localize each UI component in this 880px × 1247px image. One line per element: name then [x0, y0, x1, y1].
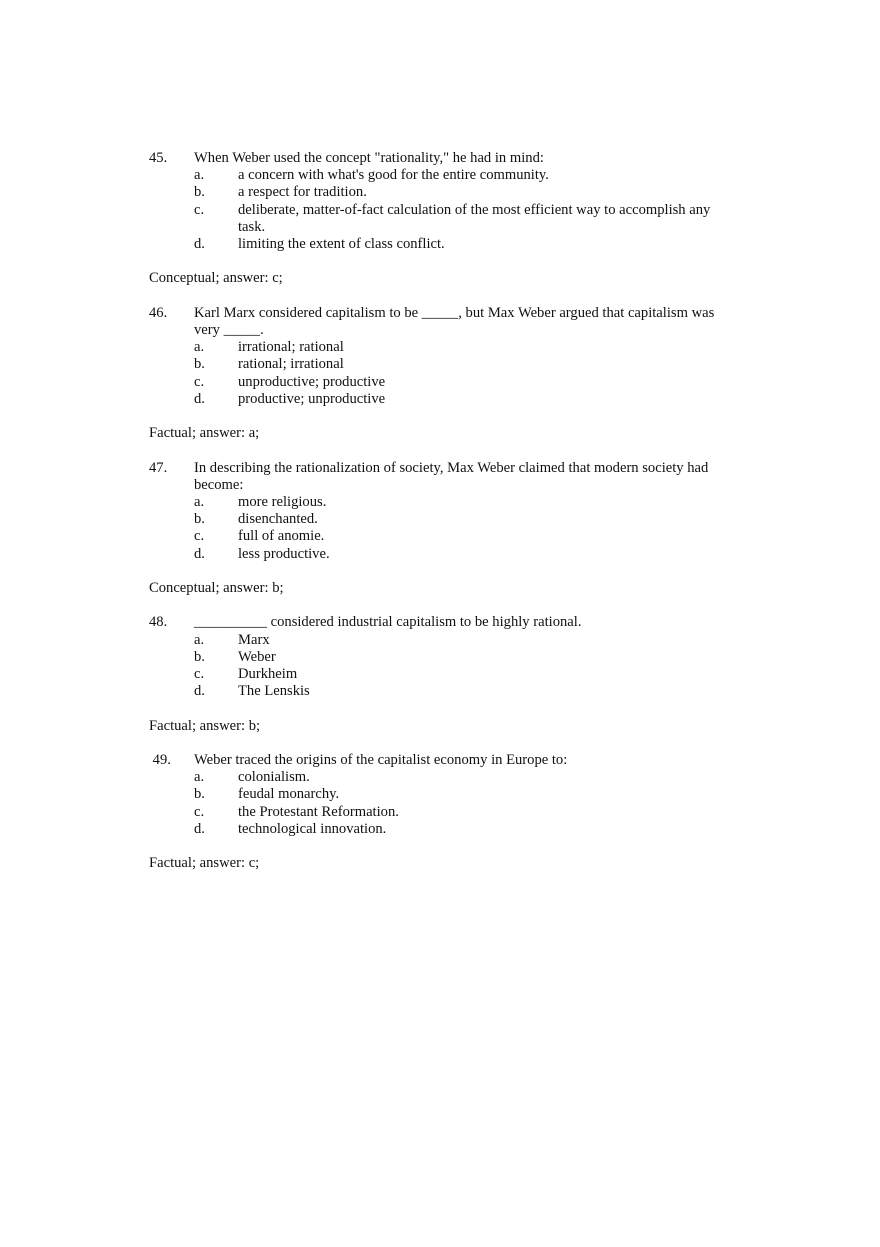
option-b: [149, 184, 749, 201]
question-number: 46.: [149, 304, 168, 321]
option-letter: a.: [194, 769, 205, 786]
question-number: 47.: [149, 459, 168, 476]
option-c: [149, 666, 749, 683]
option-text: Durkheim: [238, 666, 298, 682]
question-45: [149, 150, 749, 288]
answer-key: Factual; answer: a;: [149, 425, 260, 442]
option-letter: b.: [194, 648, 205, 665]
question-48: [149, 614, 749, 734]
question-stem-row: [149, 614, 749, 631]
option-letter: a.: [194, 339, 205, 356]
option-text: deliberate, matter-of-fact calculation of the most efficient way to accomplish any task.: [238, 201, 711, 235]
question-stem: When Weber used the concept "rationality," he had in mind:: [194, 150, 544, 166]
option-text: less productive.: [238, 545, 330, 562]
option-letter: a.: [194, 631, 205, 648]
option-c: [149, 374, 749, 391]
option-letter: c.: [194, 666, 205, 682]
question-number: 45.: [149, 150, 168, 166]
question-number: 48.: [149, 614, 168, 631]
answer-key: Conceptual; answer: b;: [149, 580, 284, 596]
option-letter: d.: [194, 683, 205, 700]
question-49: [149, 752, 749, 872]
option-a: [149, 339, 749, 356]
option-text: Weber: [238, 648, 276, 665]
option-text: disenchanted.: [238, 511, 318, 528]
option-text: productive; unproductive: [238, 390, 386, 407]
option-text: a respect for tradition.: [238, 184, 367, 201]
option-letter: d.: [194, 820, 205, 837]
option-b: [149, 649, 749, 666]
option-d: [149, 821, 749, 838]
option-text: feudal monarchy.: [238, 786, 340, 803]
option-letter: a.: [194, 167, 205, 184]
option-d: [149, 236, 749, 253]
option-b: [149, 786, 749, 803]
option-text: more religious.: [238, 494, 327, 510]
question-stem-row: [149, 305, 749, 339]
answer-key: Factual; answer: b;: [149, 717, 261, 734]
option-letter: b.: [194, 184, 205, 201]
option-text: rational; irrational: [238, 356, 344, 373]
option-letter: b.: [194, 356, 205, 373]
option-text: The Lenskis: [238, 683, 310, 700]
option-a: [149, 769, 749, 786]
option-letter: c.: [194, 528, 205, 545]
option-text: irrational; rational: [238, 339, 344, 356]
question-47: [149, 460, 749, 598]
option-text: the Protestant Reformation.: [238, 803, 399, 820]
option-letter: a.: [194, 494, 205, 510]
option-letter: c.: [194, 803, 205, 820]
question-stem: __________ considered industrial capitalism to be highly rational.: [194, 614, 582, 631]
question-stem-row: [149, 150, 749, 167]
option-a: [149, 632, 749, 649]
option-text: limiting the extent of class conflict.: [238, 236, 445, 253]
answer-key: Conceptual; answer: c;: [149, 270, 283, 287]
option-d: [149, 683, 749, 700]
option-c: [149, 528, 749, 545]
option-text: technological innovation.: [238, 820, 387, 837]
option-text: a concern with what's good for the entire community.: [238, 167, 549, 184]
option-a: [149, 494, 749, 511]
option-b: [149, 356, 749, 373]
question-stem: Karl Marx considered capitalism to be _____, but Max Weber argued that capitalism was very _____.: [194, 304, 715, 338]
question-46: [149, 305, 749, 443]
option-letter: d.: [194, 545, 205, 562]
option-b: [149, 511, 749, 528]
option-c: [149, 202, 749, 236]
question-number: 49.: [149, 751, 171, 768]
question-stem-row: [149, 460, 749, 494]
option-text: colonialism.: [238, 769, 310, 786]
question-stem: Weber traced the origins of the capitalist economy in Europe to:: [194, 751, 568, 768]
option-letter: c.: [194, 201, 205, 218]
question-list: [149, 150, 749, 890]
option-letter: d.: [194, 236, 205, 253]
answer-key: Factual; answer: c;: [149, 855, 260, 872]
option-letter: b.: [194, 786, 205, 803]
option-text: Marx: [238, 631, 270, 648]
option-letter: c.: [194, 373, 205, 390]
option-d: [149, 546, 749, 563]
option-text: full of anomie.: [238, 528, 325, 545]
question-stem: In describing the rationalization of society, Max Weber claimed that modern society had become:: [194, 459, 709, 493]
option-c: [149, 804, 749, 821]
question-stem-row: [149, 752, 749, 769]
option-letter: b.: [194, 511, 205, 528]
option-a: [149, 167, 749, 184]
option-text: unproductive; productive: [238, 373, 386, 390]
option-d: [149, 391, 749, 408]
option-letter: d.: [194, 390, 205, 407]
